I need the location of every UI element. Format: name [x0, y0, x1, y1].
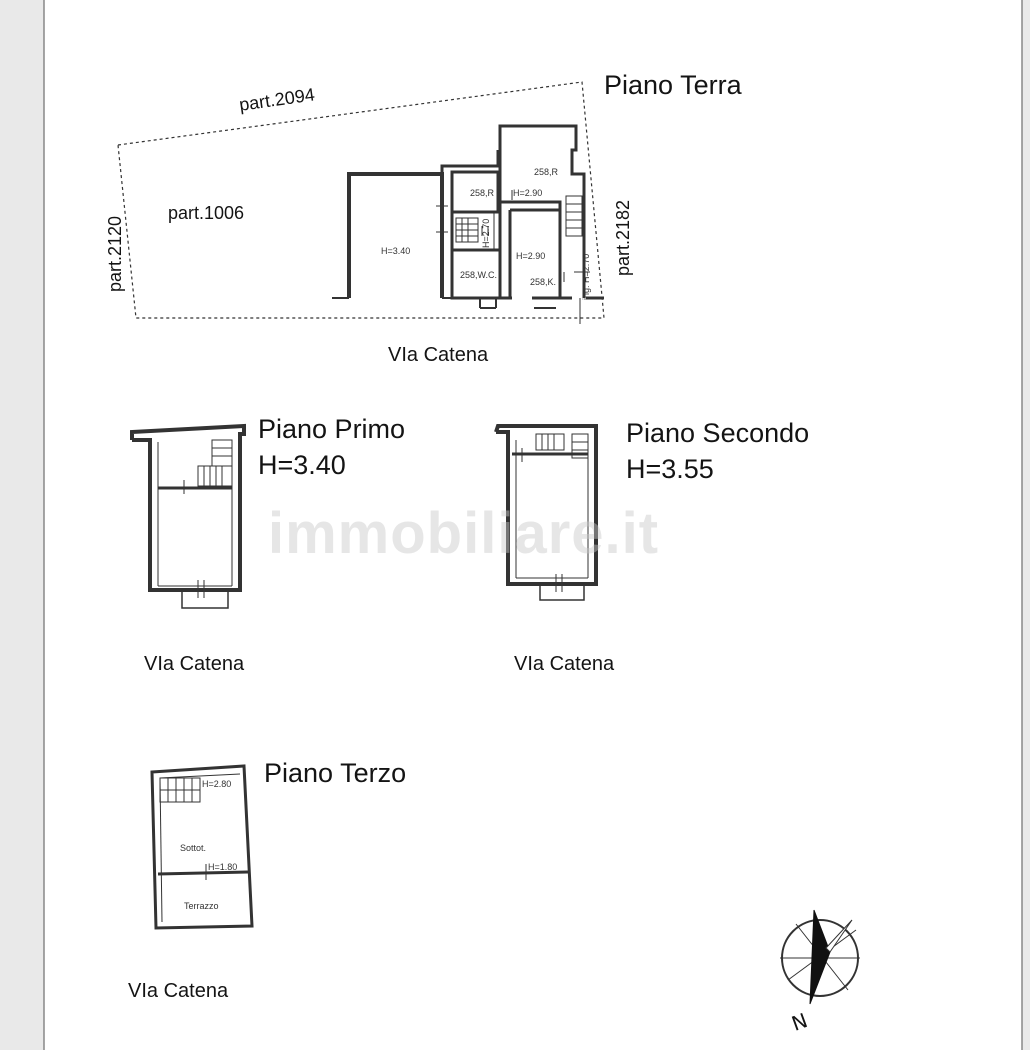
ground-height-h270b: ing. H=2.70 [581, 253, 591, 300]
parcel-right-label: part.2182 [613, 199, 633, 276]
parcel-top-label: part.2094 [237, 84, 316, 115]
third-terrace: Terrazzo [184, 901, 219, 911]
third-street-label: VIa Catena [128, 980, 229, 1002]
third-attic: Sottot. [180, 843, 207, 853]
second-street-label: VIa Catena [514, 653, 615, 675]
ground-floor-title: Piano Terra [604, 70, 742, 100]
ground-height-h290a: H=2.90 [513, 188, 543, 198]
first-floor-title: Piano Primo [258, 414, 406, 444]
third-top-height: H=2.80 [202, 779, 232, 789]
parcel-main-label: part.1006 [168, 203, 245, 223]
third-floor-title: Piano Terzo [264, 758, 407, 788]
first-floor-height: H=3.40 [258, 450, 346, 480]
ground-height-h270a: H=2.70 [481, 218, 491, 248]
second-floor-title: Piano Secondo [626, 418, 810, 448]
ground-hall-height: H=3.40 [381, 246, 411, 256]
ground-room-r1: 258,R [470, 188, 495, 198]
ground-room-r2: 258,R [534, 167, 559, 177]
parcel-left-label: part.2120 [105, 215, 125, 292]
first-street-label: VIa Catena [144, 653, 245, 675]
compass-north-label: N [788, 1008, 811, 1036]
watermark-text: immobiliare.it [268, 501, 660, 566]
ground-wc: 258,W.C. [460, 270, 498, 280]
third-attic-height: H=1.80 [208, 862, 238, 872]
ground-height-h290b: H=2.90 [516, 251, 546, 261]
second-floor-height: H=3.55 [626, 454, 714, 484]
ground-kitchen: 258,K. [530, 277, 557, 287]
ground-street-label: VIa Catena [388, 344, 489, 366]
